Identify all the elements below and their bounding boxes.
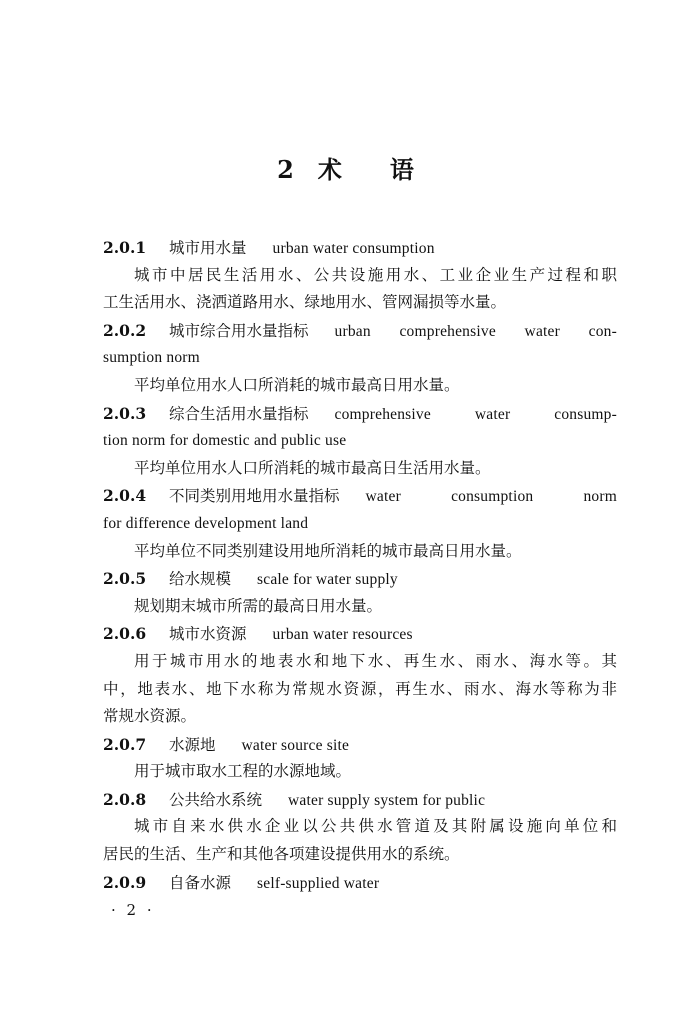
term-number: 2.0.3 [103, 403, 147, 423]
term-chinese: 城市综合用水量指标 [169, 321, 309, 340]
term-english: water source site [241, 736, 350, 754]
term-english: scale for water supply [257, 571, 398, 589]
term-number: 2.0.9 [103, 872, 147, 892]
term-heading [103, 731, 617, 759]
terms-list [103, 234, 617, 896]
definition-line: 中，地表水、地下水称为常规水资源，再生水、雨水、海水等称为非 [103, 679, 617, 698]
term-heading [103, 786, 617, 814]
term-heading [103, 317, 617, 345]
term-entry [103, 234, 617, 317]
term-chinese: 自备水源 [169, 873, 232, 892]
term-english: urban water resources [272, 626, 413, 644]
term-heading [103, 565, 617, 593]
term-entry [103, 565, 617, 620]
term-english: comprehensive water consump- [334, 405, 617, 423]
term-english-continued: sumption norm [103, 349, 200, 367]
term-number: 2.0.5 [103, 569, 147, 589]
term-english-continued: tion norm for domestic and public use [103, 432, 347, 450]
definition-line: 用于城市取水工程的水源地域。 [134, 762, 352, 781]
definition-line: 平均单位用水人口所消耗的城市最高日生活用水量。 [134, 458, 491, 477]
term-english: urban water consumption [272, 240, 435, 257]
chapter-title [0, 150, 693, 185]
term-english: water consumption norm [365, 488, 617, 506]
term-number: 2.0.6 [103, 624, 147, 644]
term-chinese: 水源地 [169, 735, 216, 754]
term-entry [103, 400, 617, 483]
term-english: urban comprehensive water con- [334, 322, 617, 340]
term-heading [103, 234, 617, 262]
term-entry [103, 869, 617, 897]
term-entry [103, 786, 617, 869]
definition-line: 用于城市用水的地表水和地下水、再生水、雨水、海水等。其 [134, 651, 617, 670]
term-chinese: 综合生活用水量指标 [169, 404, 309, 423]
term-chinese: 给水规模 [169, 570, 232, 589]
definition-line: 平均单位不同类别建设用地所消耗的城市最高日用水量。 [134, 541, 522, 560]
term-english: self-supplied water [257, 874, 380, 892]
definition-line: 居民的生活、生产和其他各项建设提供用水的系统。 [103, 845, 460, 864]
term-number: 2.0.4 [103, 486, 147, 506]
term-chinese: 城市水资源 [169, 625, 247, 644]
term-number: 2.0.1 [103, 238, 147, 257]
term-heading [103, 482, 617, 510]
chapter-title-char-2: 语 [389, 155, 416, 184]
term-number: 2.0.8 [103, 789, 147, 809]
definition-line: 城市中居民生活用水、公共设施用水、工业企业生产过程和职 [134, 265, 617, 284]
term-heading [103, 400, 617, 428]
page-number: · 2 · [111, 901, 155, 919]
term-heading [103, 620, 617, 648]
term-entry [103, 317, 617, 400]
term-chinese: 公共给水系统 [169, 790, 263, 809]
term-number: 2.0.2 [103, 320, 147, 340]
term-chinese: 不同类别用地用水量指标 [169, 487, 340, 506]
term-entry [103, 482, 617, 565]
term-number: 2.0.7 [103, 734, 147, 754]
term-english: water supply system for public [288, 791, 486, 809]
chapter-title-char-1: 术 [317, 155, 344, 184]
definition-line: 平均单位用水人口所消耗的城市最高日用水量。 [134, 375, 460, 394]
term-heading [103, 869, 617, 897]
term-entry [103, 620, 617, 730]
definition-line: 工生活用水、浇洒道路用水、绿地用水、管网漏损等水量。 [103, 293, 507, 312]
term-entry [103, 731, 617, 786]
definition-line: 城市自来水供水企业以公共供水管道及其附属设施向单位和 [134, 817, 617, 836]
definition-line: 规划期末城市所需的最高日用水量。 [134, 596, 383, 615]
definition-line: 常规水资源。 [103, 707, 197, 726]
chapter-number: 2 [277, 155, 296, 184]
term-chinese: 城市用水量 [169, 239, 247, 257]
term-english-continued: for difference development land [103, 514, 309, 532]
